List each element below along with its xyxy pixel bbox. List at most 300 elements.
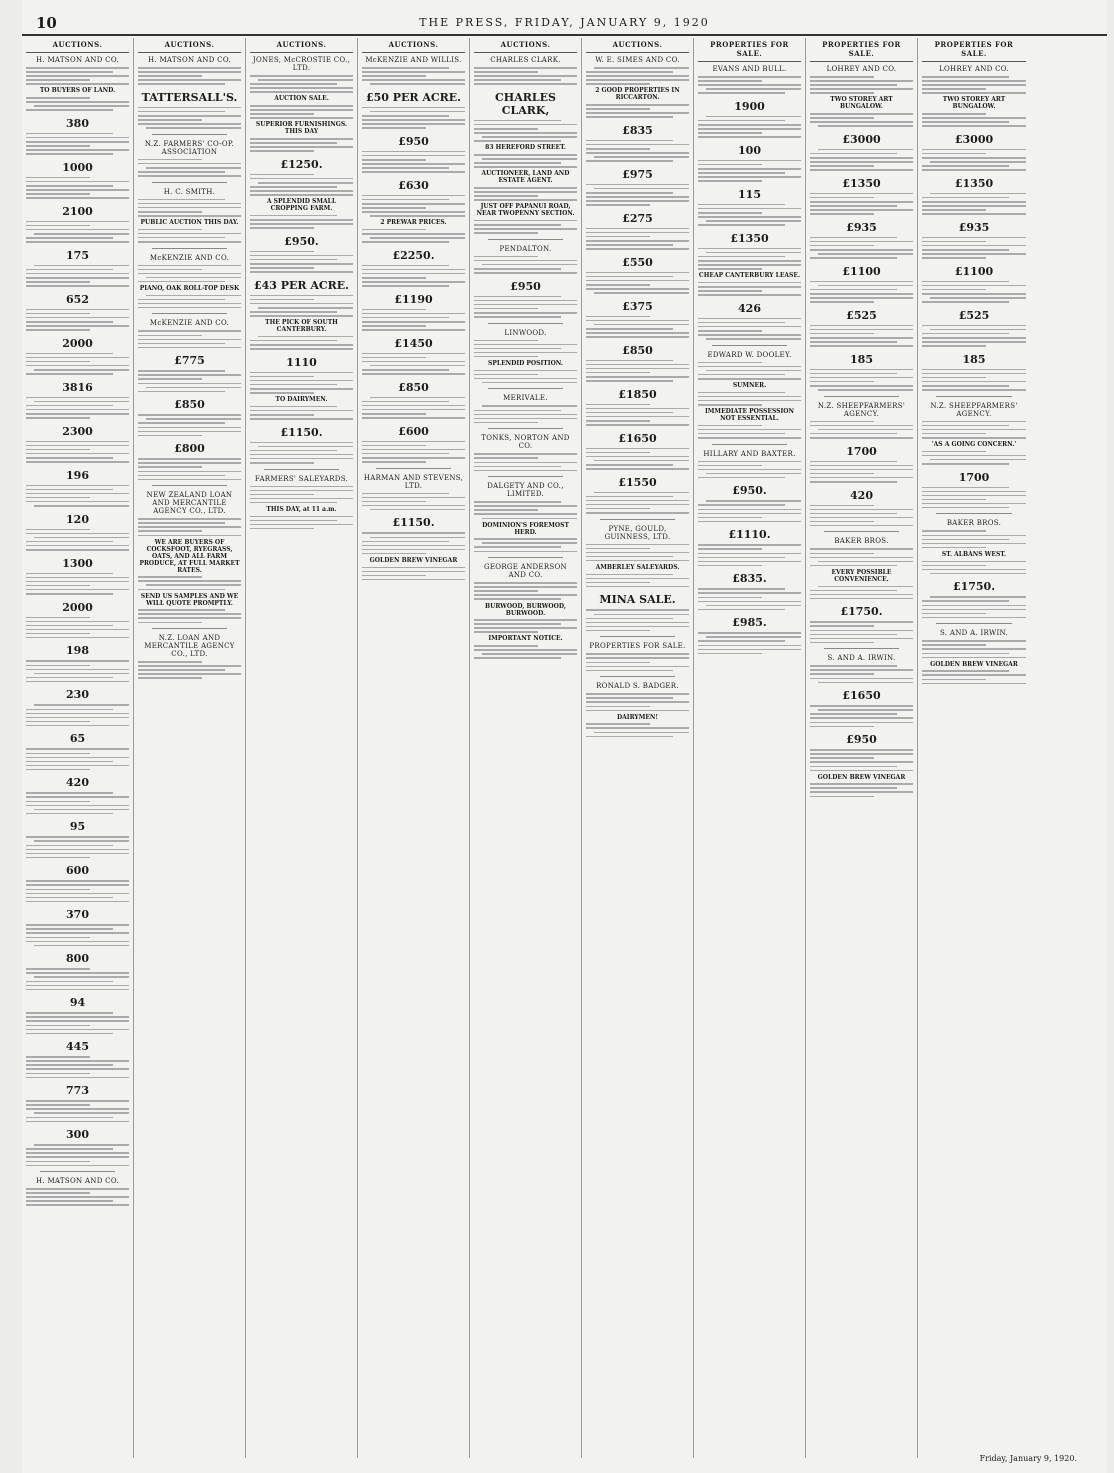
column-heading: PROPERTIES FOR SALE. [810, 38, 913, 62]
ad-body-text [250, 442, 353, 464]
ad-headline-figure: 2300 [62, 424, 93, 438]
ad-body-text [474, 67, 577, 85]
ad-body-text [138, 609, 241, 623]
ad-headline-figure: 1700 [958, 470, 990, 484]
ad-body-text [586, 609, 689, 631]
ad-headline-figure: MINA SALE. [599, 593, 676, 607]
ad-body-text [250, 251, 353, 273]
advertiser-name: N.Z. SHEEPFARMERS' AGENCY. [817, 401, 906, 418]
ad-subheading: AUCTIONEER, LAND AND ESTATE AGENT. [481, 170, 570, 185]
ad-subheading: 2 GOOD PROPERTIES IN RICCARTON. [595, 87, 680, 102]
column-heading: AUCTIONS. [138, 38, 241, 53]
ad-body-text [586, 272, 689, 294]
column-8 [806, 38, 918, 1458]
ad-headline-figure: £3000 [842, 132, 881, 146]
ad-headline-figure: 1900 [734, 99, 765, 113]
ad-body-text [362, 353, 465, 375]
column-2 [134, 38, 246, 1458]
advertiser-name: LOHREY AND CO. [939, 65, 1009, 73]
column-1 [22, 38, 134, 1458]
ad-headline-figure: £1850 [618, 387, 657, 401]
ad-body-text [586, 228, 689, 250]
ad-body-text [474, 120, 577, 142]
ad-body-text [586, 140, 689, 162]
column-heading: AUCTIONS. [586, 38, 689, 53]
ad-body-text [586, 693, 689, 711]
ad-body-text [26, 1056, 129, 1078]
ad-divider [488, 239, 563, 240]
advertiser-name: W. E. SIMES AND CO. [595, 56, 680, 64]
ad-headline-figure: 1110 [286, 355, 317, 369]
ad-body-text [26, 1144, 129, 1166]
ad-body-text [922, 281, 1026, 303]
ad-headline-figure: 65 [69, 732, 86, 746]
ad-headline-figure: £1750. [840, 605, 883, 619]
ad-body-text [586, 360, 689, 382]
ad-headline-figure: 185 [850, 352, 873, 366]
ad-body-text [586, 492, 689, 514]
ad-divider [824, 648, 899, 649]
advertiser-name: H. C. SMITH. [163, 187, 216, 196]
advertiser-name: N.Z. FARMERS' CO-OP. ASSOCIATION [144, 139, 235, 156]
ad-body-text [26, 660, 129, 682]
ad-headline-figure: £1650 [842, 689, 881, 703]
ad-body-text [922, 369, 1026, 391]
ad-body-text [26, 880, 129, 902]
ad-body-text [26, 265, 129, 287]
ad-headline-figure: 2000 [62, 600, 93, 614]
ad-body-text [586, 184, 689, 206]
ad-headline-figure: £1150. [280, 425, 323, 439]
ad-body-text [362, 151, 465, 173]
ad-subheading: THIS DAY, at 11 a.m. [266, 506, 337, 514]
ad-body-text [362, 567, 465, 581]
advertiser-name: RONALD S. BADGER. [596, 682, 679, 691]
ad-body-text [26, 1100, 129, 1122]
column-heading: AUCTIONS. [26, 38, 129, 53]
ad-body-text [138, 159, 241, 177]
ad-headline-figure: CHARLES CLARK, [495, 90, 556, 117]
advertiser-name: McKENZIE AND CO. [149, 253, 230, 262]
ad-body-text [26, 836, 129, 858]
ad-headline-figure: £850 [398, 380, 429, 394]
column-7 [694, 38, 806, 1458]
column-heading: AUCTIONS. [474, 38, 577, 53]
ad-headline-figure: £1650 [618, 431, 657, 445]
ad-divider [152, 485, 227, 486]
ad-body-text [810, 237, 913, 259]
advertiser-name: S. AND A. IRWIN. [939, 629, 1009, 638]
ad-body-text [810, 505, 913, 527]
ad-headline-figure: £935 [846, 220, 877, 234]
advertiser-name: LINWOOD. [504, 328, 547, 337]
ad-divider [600, 676, 675, 677]
ad-headline-figure: 115 [738, 187, 761, 201]
ad-subheading: 'AS A GOING CONCERN.' [931, 441, 1017, 449]
ad-headline-figure: £800 [174, 442, 205, 456]
ad-body-text [810, 76, 913, 94]
masthead-rule [22, 34, 1107, 36]
ad-subheading: IMPORTANT NOTICE. [488, 635, 563, 643]
ad-subheading: 83 HEREFORD STREET. [485, 144, 566, 152]
ad-divider [936, 513, 1012, 514]
ad-headline-figure: 2100 [62, 204, 93, 218]
ad-subheading: 2 PREWAR PRICES. [380, 219, 447, 227]
ad-body-text [922, 487, 1026, 509]
ad-subheading: AMBERLEY SALEYARDS. [595, 564, 680, 572]
ad-headline-figure: 800 [66, 952, 89, 966]
ad-body-text [362, 397, 465, 419]
ad-headline-figure: £630 [398, 178, 429, 192]
ad-headline-figure: £835 [622, 123, 653, 137]
ad-headline-figure: £275 [622, 211, 653, 225]
column-4 [358, 38, 470, 1458]
ad-body-text [362, 229, 465, 243]
ad-body-text [26, 529, 129, 551]
ad-body-text [698, 362, 801, 380]
ad-body-text [922, 149, 1026, 171]
ad-subheading: PUBLIC AUCTION THIS DAY. [140, 219, 239, 227]
ad-body-text [810, 113, 913, 127]
ad-subheading: GOLDEN BREW VINEGAR [817, 773, 906, 781]
ad-body-text [922, 670, 1026, 684]
ad-body-text [586, 448, 689, 470]
ad-body-text [474, 370, 577, 384]
ad-body-text [586, 316, 689, 338]
ad-headline-figure: 100 [738, 143, 761, 157]
ad-body-text [698, 461, 801, 479]
ad-body-text [922, 421, 1026, 439]
ad-body-text [698, 392, 801, 406]
advertiser-name: N.Z. LOAN AND MERCANTILE AGENCY CO., LTD. [144, 634, 235, 658]
newspaper-page [22, 0, 1107, 1473]
ad-body-text [474, 256, 577, 274]
ad-body-text [474, 501, 577, 519]
ad-body-text [250, 372, 353, 394]
ad-subheading: GOLDEN BREW VINEGAR [369, 557, 458, 565]
advertiser-name: PYNE, GOULD, GUINNESS, LTD. [604, 524, 671, 541]
ad-headline-figure: 420 [66, 776, 89, 790]
ad-headline-figure: £1190 [394, 292, 433, 306]
ad-headline-figure: £1100 [842, 264, 881, 278]
ad-body-text [138, 661, 241, 679]
ad-body-text [250, 516, 353, 530]
ad-headline-figure: 300 [66, 1128, 89, 1142]
ad-subheading: TWO STOREY ART BUNGALOW. [830, 96, 893, 111]
ad-headline-figure: 95 [69, 820, 86, 834]
ad-body-text [810, 749, 913, 771]
ad-subheading: AUCTION SALE. [274, 95, 329, 103]
ad-headline-figure: £1450 [394, 336, 433, 350]
ad-divider [936, 396, 1012, 397]
ad-headline-figure: 1300 [62, 556, 93, 570]
ad-body-text [250, 138, 353, 152]
ad-body-text [698, 204, 801, 226]
ad-body-text [26, 67, 129, 85]
column-9 [918, 38, 1030, 1458]
ad-subheading: THE PICK OF SOUTH CANTERBURY. [265, 319, 338, 334]
ad-body-text [698, 248, 801, 270]
ad-body-text [698, 632, 801, 654]
ad-subheading: TWO STOREY ART BUNGALOW. [942, 96, 1006, 111]
ad-body-text [810, 665, 913, 683]
ad-headline-figure: 600 [66, 864, 89, 878]
ad-headline-figure: £935 [958, 220, 990, 234]
advertiser-name: N.Z. SHEEPFARMERS' AGENCY. [930, 401, 1018, 418]
footer-date: Friday, January 9, 1920. [979, 1454, 1077, 1463]
ad-body-text [810, 548, 913, 566]
ad-body-text [26, 353, 129, 375]
ad-subheading: BURWOOD, BURWOOD, BURWOOD. [485, 602, 566, 617]
ad-body-text [26, 177, 129, 199]
ad-headline-figure: 2000 [62, 336, 93, 350]
ad-body-text [922, 640, 1026, 658]
advertiser-name: EVANS AND BULL. [712, 65, 787, 73]
ad-body-text [26, 748, 129, 770]
ad-body-text [250, 105, 353, 119]
ad-headline-figure: £850 [174, 398, 205, 412]
advertiser-name: CHARLES CLARK. [490, 56, 561, 64]
ad-body-text [138, 67, 241, 85]
ad-body-text [26, 221, 129, 243]
ad-body-text [250, 336, 353, 350]
ad-body-text [922, 237, 1026, 259]
ad-subheading: A SPLENDID SMALL CROPPING FARM. [266, 198, 337, 213]
ad-body-text [250, 215, 353, 229]
ad-body-text [922, 596, 1026, 618]
ad-body-text [26, 792, 129, 814]
ad-headline-figure: £950 [846, 733, 877, 747]
advertiser-name: TONKS, NORTON AND CO. [481, 434, 570, 451]
ad-body-text [26, 133, 129, 155]
ad-subheading: SEND US SAMPLES AND WE WILL QUOTE PROMPTLY. [140, 592, 239, 607]
advertiser-name: S. AND A. IRWIN. [827, 654, 896, 663]
ad-headline-figure: £3000 [954, 132, 994, 146]
ad-body-text [698, 282, 801, 296]
ad-body-text [810, 149, 913, 171]
column-5 [470, 38, 582, 1458]
ad-body-text [810, 421, 913, 439]
ad-headline-figure: £1150. [392, 516, 435, 530]
ad-subheading: TO DAIRYMEN. [275, 396, 328, 404]
ad-body-text [138, 199, 241, 217]
ad-headline-figure: £950 [510, 279, 541, 293]
column-heading: PROPERTIES FOR SALE. [698, 38, 801, 62]
ad-divider [488, 428, 563, 429]
ad-divider [264, 469, 339, 470]
advertiser-name: H. MATSON AND CO. [148, 56, 231, 64]
ad-body-text [138, 107, 241, 129]
ad-body-text [586, 574, 689, 588]
ad-subheading: TO BUYERS OF LAND. [39, 87, 116, 95]
ad-headline-figure: £375 [622, 299, 653, 313]
ad-subheading: PIANO, OAK ROLL-TOP DESK [139, 285, 240, 293]
ad-body-text [138, 229, 241, 243]
advertiser-name: HARMAN AND STEVENS, LTD. [363, 473, 464, 490]
ad-headline-figure: £975 [622, 167, 653, 181]
ad-body-text [586, 723, 689, 737]
ad-headline-figure: £850 [622, 343, 653, 357]
ad-body-text [810, 461, 913, 483]
advertiser-name: McKENZIE AND WILLIS. [365, 56, 462, 64]
ad-headline-figure: £1100 [954, 264, 994, 278]
ad-body-text [26, 441, 129, 463]
column-heading: AUCTIONS. [250, 38, 353, 53]
ad-headline-figure: £1550 [618, 475, 657, 489]
ad-body-text [474, 340, 577, 358]
ad-headline-figure: £600 [398, 424, 429, 438]
ad-body-text [26, 97, 129, 111]
ad-subheading: CHEAP CANTERBURY LEASE. [698, 272, 801, 280]
ad-body-text [250, 295, 353, 317]
ad-headline-figure: £1350 [842, 176, 881, 190]
ad-body-text [474, 619, 577, 633]
ad-body-text [586, 67, 689, 85]
ad-body-text [474, 538, 577, 552]
ad-body-text [698, 544, 801, 566]
ad-headline-figure: 3816 [62, 380, 93, 394]
ad-body-text [26, 485, 129, 507]
ad-headline-figure: 370 [66, 908, 89, 922]
ad-body-text [26, 704, 129, 726]
ad-headline-figure: 426 [738, 301, 761, 315]
ad-headline-figure: 1700 [846, 444, 877, 458]
ad-body-text [26, 309, 129, 331]
ad-headline-figure: 94 [69, 996, 86, 1010]
ad-body-text [698, 116, 801, 138]
ad-body-text [474, 187, 577, 201]
ad-body-text [586, 404, 689, 426]
ad-headline-figure: £1250. [280, 157, 323, 171]
ad-body-text [26, 617, 129, 639]
ad-subheading: SUMNER. [732, 382, 767, 390]
ad-headline-figure: £525 [846, 308, 877, 322]
page-number: 10 [36, 14, 57, 32]
ad-body-text [698, 76, 801, 94]
ad-body-text [810, 193, 913, 215]
column-3 [246, 38, 358, 1458]
classified-columns [22, 38, 1107, 1458]
ad-divider [488, 323, 563, 324]
advertiser-name: BAKER BROS. [834, 537, 889, 546]
ad-subheading: ST. ALBANS WEST. [941, 550, 1007, 558]
column-heading: AUCTIONS. [362, 38, 465, 53]
ad-body-text [586, 544, 689, 562]
advertiser-name: JONES, McCROSTIE CO., LTD. [252, 56, 351, 72]
ad-body-text [138, 458, 241, 480]
ad-body-text [922, 451, 1026, 465]
ad-headline-figure: £775 [174, 354, 205, 368]
ad-headline-figure: £50 PER ACRE. [365, 90, 462, 104]
ad-body-text [26, 1188, 129, 1206]
advertiser-name: BAKER BROS. [946, 519, 1002, 528]
ad-body-text [26, 1012, 129, 1034]
ad-body-text [698, 318, 801, 340]
ad-body-text [698, 160, 801, 182]
ad-divider [824, 396, 899, 397]
ad-divider [936, 623, 1012, 624]
ad-subheading: WE ARE BUYERS OF COCKSFOOT, RYEGRASS, OATS, AND ALL FARM PRODUCE, AT FULL MARKET RATES. [139, 538, 240, 574]
ad-headline-figure: £43 PER ACRE. [253, 278, 350, 292]
ad-body-text [250, 406, 353, 420]
ad-body-text [810, 369, 913, 391]
ad-headline-figure: £1750. [952, 580, 996, 594]
ad-body-text [922, 561, 1026, 575]
ad-divider [488, 476, 563, 477]
ad-body-text [138, 330, 241, 348]
ad-headline-figure: £525 [958, 308, 990, 322]
advertiser-name: GEORGE ANDERSON AND CO. [484, 563, 567, 580]
ad-body-text [474, 220, 577, 234]
ad-headline-figure: £1350 [730, 231, 769, 245]
ad-body-text [922, 76, 1026, 94]
ad-subheading: DAIRYMEN! [616, 713, 659, 721]
ad-headline-figure: 120 [66, 512, 89, 526]
ad-divider [712, 345, 787, 346]
advertiser-name: LOHREY AND CO. [826, 65, 897, 73]
advertiser-name: EDWARD W. DOOLEY. [707, 350, 792, 359]
ad-headline-figure: 773 [66, 1084, 89, 1098]
ad-divider [152, 313, 227, 314]
ad-divider [488, 388, 563, 389]
ad-divider [824, 531, 899, 532]
ad-body-text [26, 924, 129, 946]
ad-body-text [362, 309, 465, 331]
ad-divider [152, 182, 227, 183]
ad-body-text [250, 174, 353, 196]
ad-body-text [810, 705, 913, 727]
ad-headline-figure: £1350 [954, 176, 994, 190]
ad-body-text [362, 532, 465, 554]
ad-body-text [474, 296, 577, 318]
ad-divider [488, 557, 563, 558]
advertiser-name: PENDALTON. [499, 244, 552, 253]
ad-body-text [250, 486, 353, 504]
ad-headline-figure: 1000 [62, 160, 93, 174]
ad-headline-figure: 175 [66, 248, 89, 262]
ad-headline-figure: 445 [66, 1040, 89, 1054]
ad-body-text [138, 518, 241, 536]
newspaper-title: THE PRESS, FRIDAY, JANUARY 9, 1920 [419, 16, 710, 29]
ad-headline-figure: 198 [66, 644, 89, 658]
ad-body-text [26, 573, 129, 595]
ad-body-text [698, 588, 801, 610]
ad-headline-figure: £950. [732, 484, 767, 498]
ad-subheading: EVERY POSSIBLE CONVENIENCE. [831, 568, 892, 583]
ad-headline-figure: £1110. [728, 528, 771, 542]
ad-body-text [26, 397, 129, 419]
ad-body-text [922, 325, 1026, 347]
ad-body-text [698, 425, 801, 439]
advertiser-name: H. MATSON AND CO. [36, 1177, 119, 1186]
ad-body-text [138, 265, 241, 283]
advertiser-name: DALGETY AND CO., LIMITED. [487, 482, 564, 499]
ad-headline-figure: 652 [66, 292, 89, 306]
ad-body-text [922, 113, 1026, 127]
ad-headline-figure: £2250. [392, 248, 435, 262]
ad-subheading: SUPERIOR FURNISHINGS. THIS DAY [255, 121, 348, 136]
advertiser-name: PROPERTIES FOR SALE. [589, 642, 686, 651]
ad-headline-figure: 196 [66, 468, 89, 482]
ad-body-text [138, 370, 241, 392]
ad-divider [152, 134, 227, 135]
ad-headline-figure: £835. [732, 572, 767, 586]
ad-body-text [474, 645, 577, 659]
advertiser-name: NEW ZEALAND LOAN AND MERCANTILE AGENCY CO., LTD. [146, 491, 233, 516]
column-6 [582, 38, 694, 1458]
ad-subheading: SPLENDID POSITION. [488, 360, 563, 368]
ad-body-text [810, 325, 913, 347]
